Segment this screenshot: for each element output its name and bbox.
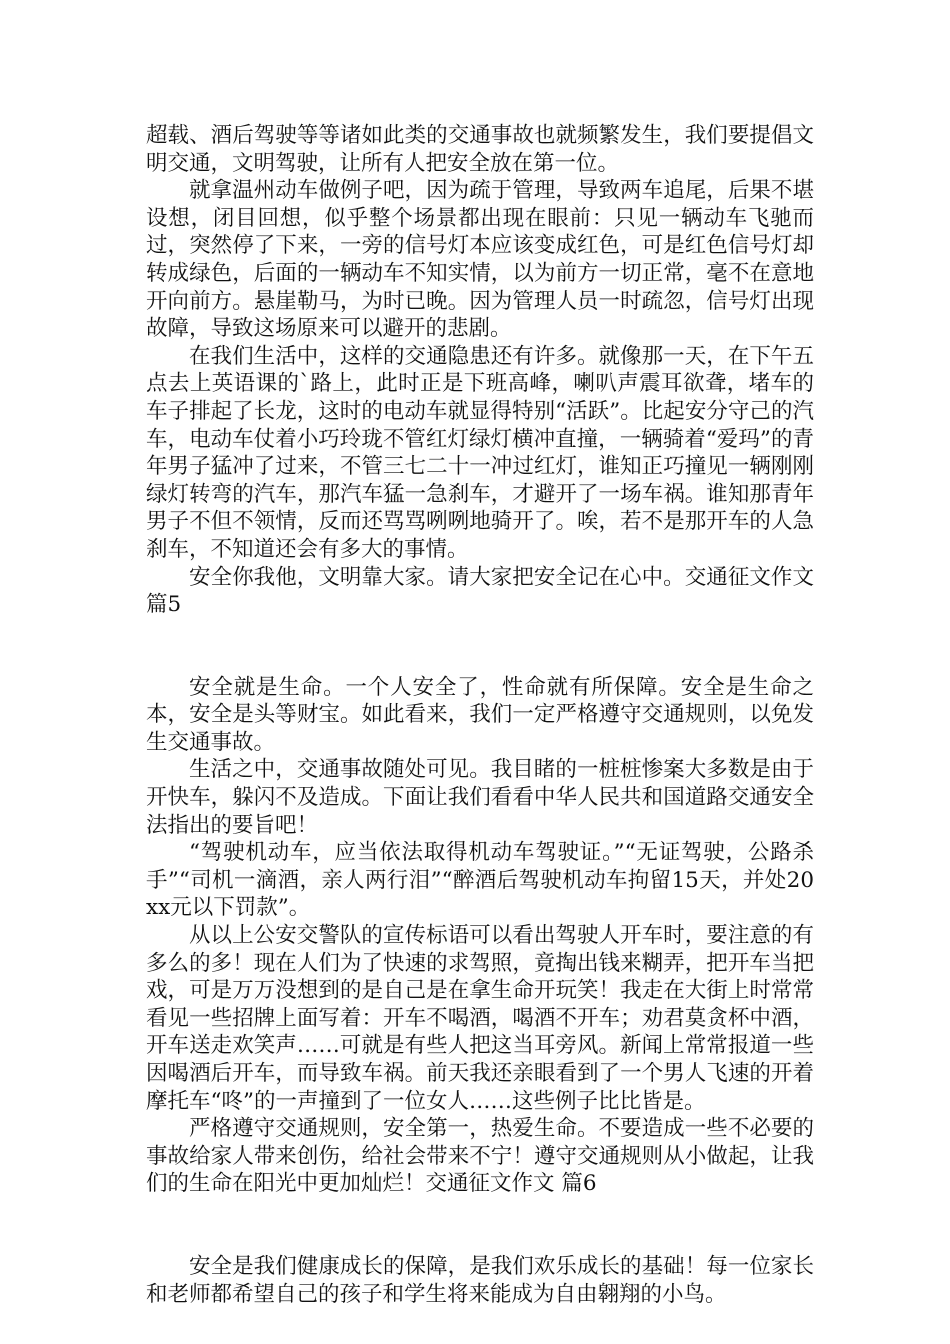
paragraph: 从以上公安交警队的宣传标语可以看出驾驶人开车时，要注意的有多么的多！现在人们为了快速的求驾照，竟掏出钱来糊弄，把开车当把戏，可是万万没想到的是自己是在拿生命开玩笑！我走在大街上时常常看见一些招牌上面写着：开车不喝酒，喝酒不开车；劝君莫贪杯中酒，开车送走欢笑声……可就是有些人把这当耳旁风。新闻上常常报道一些因喝酒后开车，而导致车祸。前天我还亲眼看到了一个男人飞速的开着摩托车“咚”的一声撞到了一位女人……这些例子比比皆是。 [146, 923, 814, 1114]
section-gap [146, 1198, 814, 1253]
paragraph: 安全就是生命。一个人安全了，性命就有所保障。安全是生命之本，安全是头等财宝。如此看来，我们一定严格遵守交通规则，以免发生交通事故。 [146, 674, 814, 755]
paragraph: 安全是我们健康成长的保障，是我们欢乐成长的基础！每一位家长和老师都希望自己的孩子和学生将来能成为自由翱翔的小鸟。 [146, 1253, 814, 1307]
section-gap [146, 619, 814, 674]
paragraph: 在我们生活中，这样的交通隐患还有许多。就像那一天，在下午五点去上英语课的`路上，此时正是下班高峰，喇叭声震耳欲聋，堵车的车子排起了长龙，这时的电动车就显得特别“活跃”。比起安分守己的汽车，电动车仗着小巧玲珑不管红灯绿灯横冲直撞，一辆骑着“爱玛”的青年男子猛冲了过来，不管三七二十一冲过红灯，谁知正巧撞见一辆刚刚绿灯转弯的汽车，那汽车猛一急刹车，才避开了一场车祸。谁知那青年男子不但不领情，反而还骂骂咧咧地骑开了。唉，若不是那开车的人急刹车，不知道还会有多大的事情。 [146, 343, 814, 562]
paragraph: 生活之中，交通事故随处可见。我目睹的一桩桩惨案大多数是由于开快车，躲闪不及造成。下面让我们看看中华人民共和国道路交通安全法指出的要旨吧！ [146, 757, 814, 838]
paragraph-with-heading: 严格遵守交通规则，安全第一，热爱生命。不要造成一些不必要的事故给家人带来创伤，给社会带来不宁！遵守交通规则从小做起，让我们的生命在阳光中更加灿烂！交通征文作文 篇6 [146, 1116, 814, 1197]
document-page [146, 122, 814, 1308]
paragraph-with-heading: 安全你我他，文明靠大家。请大家把安全记在心中。交通征文作文 篇5 [146, 564, 814, 618]
paragraph: 就拿温州动车做例子吧，因为疏于管理，导致两车追尾，后果不堪设想，闭目回想，似乎整个场景都出现在眼前：只见一辆动车飞驰而过，突然停了下来，一旁的信号灯本应该变成红色，可是红色信号灯却转成绿色，后面的一辆动车不知实情，以为前方一切正常，毫不在意地开向前方。悬崖勒马，为时已晚。因为管理人员一时疏忽，信号灯出现故障，导致这场原来可以避开的悲剧。 [146, 178, 814, 342]
paragraph-quote: “驾驶机动车，应当依法取得机动车驾驶证。”“无证驾驶，公路杀手”“司机一滴酒，亲人两行泪”“醉酒后驾驶机动车拘留15天，并处20xx元以下罚款”。 [146, 840, 814, 921]
paragraph: 超载、酒后驾驶等等诸如此类的交通事故也就频繁发生，我们要提倡文明交通，文明驾驶，让所有人把安全放在第一位。 [146, 123, 814, 176]
